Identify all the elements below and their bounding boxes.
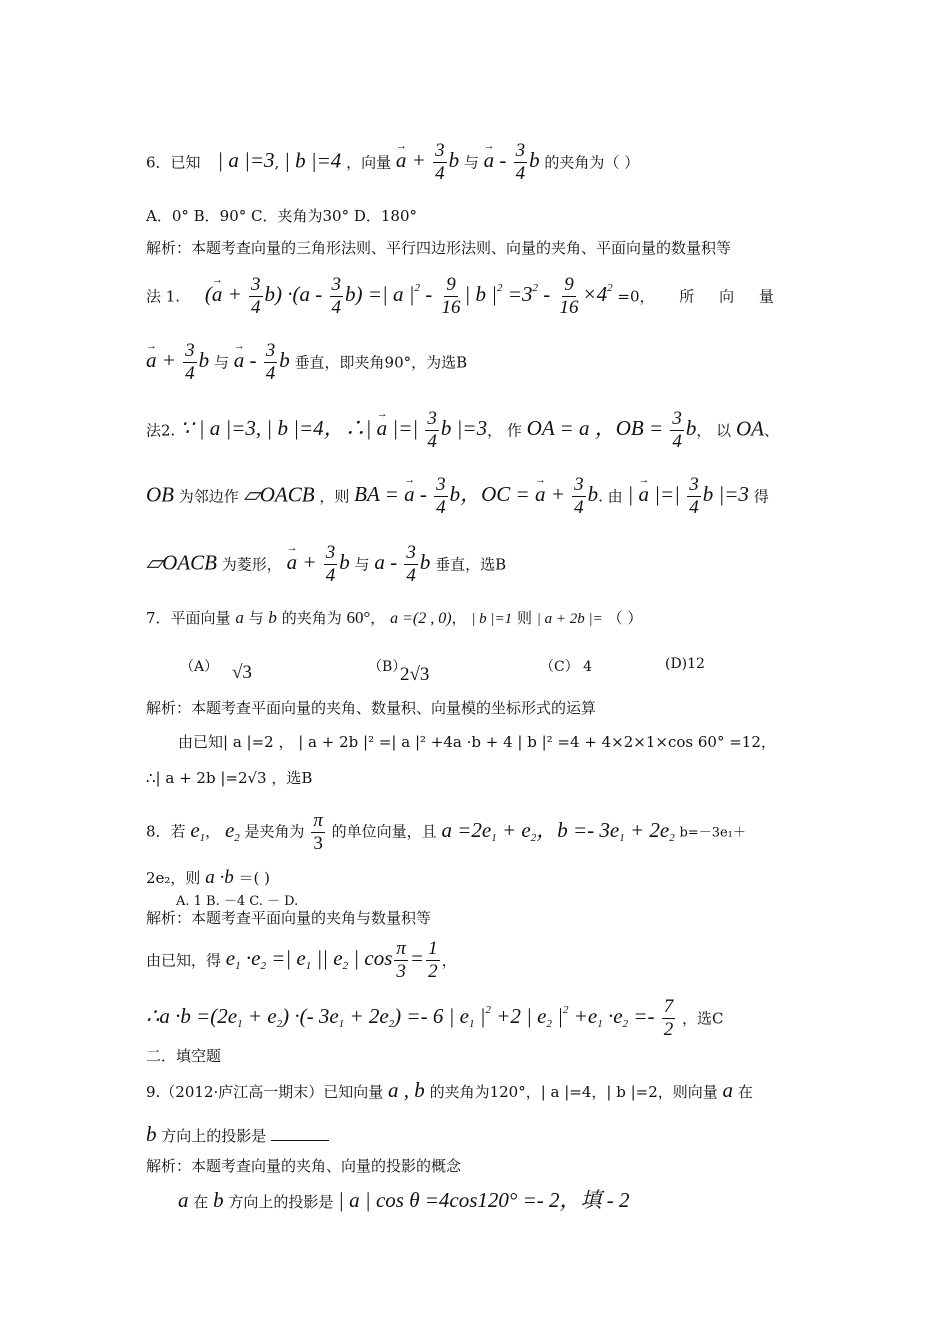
q7-opt-b: 2√3	[400, 664, 430, 685]
q8-analysis-text: 解析：本题考查平面向量的夹角与数量积等	[146, 909, 432, 927]
q7-result-text: ∴| a + 2b |=2√3 ，选B	[146, 769, 313, 787]
q8-analysis	[146, 908, 816, 928]
q8-line2-text: 2e₂，则	[146, 869, 201, 887]
q7-ask: | a + 2b |=	[536, 611, 603, 627]
q9-analysis-text: 解析：本题考查向量的夹角、向量的投影的概念	[146, 1157, 462, 1175]
section-title: 二．填空题	[146, 1047, 222, 1065]
q8-known-text: 由已知，得	[146, 951, 222, 970]
q6-m2-ob: OB	[146, 482, 174, 507]
q9-ans-text: 方向上的投影是	[228, 1193, 334, 1211]
q6-m2-label: 法2.	[146, 421, 176, 440]
q8-mid: 是夹角为	[244, 822, 305, 841]
q6-prefix: 6．已知	[146, 153, 201, 172]
q6-m1-and: 与	[213, 353, 229, 372]
q6-m2-expr: ∵ | a |=3, | b |=4，∴| → a |=| $\frac{3}{4}$ b |=3	[180, 416, 487, 440]
q9-b: b	[146, 1122, 157, 1146]
q6-m2-text5: 由	[607, 487, 623, 506]
q7-opt-c: （C） 4	[540, 659, 593, 675]
q8-pi3: $\frac{\pi}{3}$	[313, 810, 323, 854]
q7-prefix: 7．平面向量	[146, 609, 231, 627]
q6-m2-text1: 作	[506, 421, 522, 440]
q8-stem: 8．若 $e_1$， $e_2$ 是夹角为 $\frac{\pi}{3}$ 的单位向量，且 $a =2e_1 + e_2$，$b =- 3e_1 + 2e_2$ b=－3e₁＋	[146, 810, 746, 854]
q7-analysis	[146, 698, 816, 718]
q8-calc-end: ，选C	[682, 1009, 724, 1028]
q6-m1-result: =0， 所 向 量	[617, 287, 774, 306]
q9-in: 在	[737, 1083, 753, 1101]
section-fill-blank	[146, 1046, 816, 1066]
q7-b: b	[268, 608, 277, 627]
q7-cond-a: a =(2 , 0)	[390, 610, 452, 627]
q8-e2: $e_2$	[224, 817, 240, 844]
q6-m1-expr: (→ a + $\frac{3}{4}$ b) ·(a - $\frac{3}{4}$ b) =| a $|^2$ - $\frac{9}{16}$ | b $|^2 =3^2$ - $\frac{9}{16}$ $\times 4^2$	[205, 282, 613, 306]
q9-ans-expr: | a | cos θ =4cos120° =- 2，填 - 2	[338, 1188, 630, 1212]
q7-opt-a-label: （A）	[180, 659, 219, 675]
q6-cond-b: | b |=4	[284, 148, 342, 173]
q8-e1: $e_1$	[190, 817, 206, 844]
q8-prefix: 8．若	[146, 822, 186, 841]
q6-mid: ，向量	[346, 153, 392, 172]
q8-line2	[146, 868, 816, 888]
q6-options	[146, 206, 816, 226]
q9-a: a	[722, 1078, 734, 1102]
q8-calc-expr: ∴a $\cdot b =(2e_1 + e_2)$ ·(- $3e_1 + 2e_2) =- 6$ | $e_1$ $|^2 +2$ | $e_2$ $|^2 +e_1 \cdot e_2$ =- $\frac{7}{2}$	[146, 996, 674, 1040]
q6-m2-and: 与	[354, 555, 370, 574]
q7-calc-text: 由已知| a |=2 ， | a + 2b |² =| a |² +4a ·b + 4 | b |² =4 + 4×2×1×cos 60° =12，	[178, 733, 776, 751]
q6-m1-vecs: → a + $\frac{3}{4}$ b	[146, 348, 209, 372]
q6-analysis-title: 解析：本题考查向量的三角形法则、平行四边形法则、向量的夹角、平面向量的数量积等	[146, 239, 732, 257]
q6-m1-conclusion: 垂直，即夹角90°，为选B	[294, 353, 468, 372]
q8-known: 由已知，得 $e_1 \cdot e_2$ =| $e_1$ || $e_2$ | cos $\frac{\pi}{3}$ = $\frac{1}{2}$ ，	[146, 938, 457, 982]
q6-m2-eq: | → a |=| $\frac{3}{4}$ b |=3	[627, 482, 748, 506]
q7-opt-b-label: （B）	[368, 659, 407, 675]
q6-suffix: 的夹角为（ ）	[544, 153, 640, 172]
q6-m2-oa: OA = a ，OB = $\frac{3}{4}$ b	[526, 408, 697, 452]
q7-angle: 60°	[346, 608, 371, 627]
q8-mid2: 的单位向量，且	[331, 822, 437, 841]
q6-m2-para: ▱OACB	[243, 482, 315, 507]
q8-line2-end: ＝( )	[238, 869, 270, 887]
q7-analysis-text: 解析：本题考查平面向量的夹角、数量积、向量模的坐标形式的运算	[146, 699, 597, 717]
q7-result	[146, 768, 816, 788]
q6-m2-oa2: OA	[735, 416, 764, 441]
q6-options-text: A．0° B．90° C．夹角为30° D．180°	[146, 207, 418, 225]
q6-m2-text7: 为菱形，	[221, 555, 282, 574]
q9-analysis	[146, 1156, 816, 1176]
q7-then: 则	[516, 609, 532, 627]
q8-options-text: A. 1 B. －4 C. － D.	[176, 894, 299, 909]
q9-ans-a: a	[178, 1188, 189, 1212]
q6-vec-expr2: → a - $\frac{3}{4}$ b	[484, 148, 540, 172]
q6-m2-ba: BA = → a - $\frac{3}{4}$ b，OC = → a + $\frac{3}{4}$ b	[354, 482, 598, 506]
q9-answer-blank[interactable]	[271, 1126, 329, 1141]
q8-a-def: $a =2e_1 + e_2$，$b =- 3e_1 + 2e_2$	[441, 817, 675, 844]
q7-opt-a: √3	[232, 662, 252, 683]
q8-ab: a ·b	[205, 867, 234, 888]
q9-prefix: 9.（2012·庐江高一期末）已知向量	[146, 1083, 384, 1101]
q9-answer	[178, 1190, 818, 1212]
q6-method2-line2: OB 为邻边作 ▱OACB ，则 BA = → a - $\frac{3}{4}$ b，OC = → a + $\frac{3}{4}$ b. 由 | → a |=| $\frac{3}{4}$ b |=3 得	[146, 474, 816, 524]
q9-line2-text: 方向上的投影是	[161, 1127, 267, 1145]
q6-m2-conclusion: 垂直，选B	[435, 555, 507, 574]
q6-m2-text4: ，则	[319, 487, 350, 506]
q7-stem: 7．平面向量 a 与 b 的夹角为 60°， a =(2 , 0)， | b |=1 则 | a + 2b |= （ ）	[146, 608, 643, 627]
q6-m1-label: 法 1.	[146, 287, 181, 306]
q7-blank: （ ）	[607, 609, 643, 627]
q8-calc	[146, 996, 816, 1046]
q6-method1-line2	[146, 340, 816, 390]
q7-and: 与	[248, 609, 264, 627]
q6-m2-vecs: → a + $\frac{3}{4}$ b	[287, 550, 350, 574]
q6-method2: 法2. ∵ | a |=3, | b |=4，∴| → a |=| $\frac{3}{4}$ b |=3， 作 OA = a ，OB = $\frac{3}{4}$ b， 以 OA、	[146, 408, 816, 458]
q6-cond-a: | a |=3	[217, 148, 275, 173]
q9-ans-b: b	[213, 1188, 224, 1212]
q6-method1	[146, 274, 816, 324]
q6-method2-line3	[146, 542, 816, 592]
q7-opt-d: (D)12	[665, 656, 705, 672]
q7-angle-text: 的夹角为	[281, 609, 342, 627]
q9-mid: 的夹角为120°，| a |=4，| b |=2，则向量	[429, 1083, 718, 1101]
q9-ans-in: 在	[193, 1193, 209, 1211]
q6-m1-vecs2: → a - $\frac{3}{4}$ b	[234, 348, 290, 372]
q6-stem: 6．已知 | a |=3, | b |=4 ，向量 → a + $\frac{3}{4}$ b 与 → a - $\frac{3}{4}$ b 的夹角为（ ）	[146, 140, 816, 190]
q9-stem	[146, 1080, 816, 1110]
q7-cond-b: | b |=1	[471, 611, 513, 627]
q6-vec-expr1: → a + $\frac{3}{4}$ b	[396, 148, 459, 172]
q6-analysis	[146, 238, 816, 258]
q9-line2	[146, 1124, 816, 1146]
q6-and: 与	[463, 153, 479, 172]
q8-stem-end: b=－3e₁＋	[679, 825, 746, 841]
q9-ab: a , b	[388, 1078, 425, 1102]
q6-m2-text2: 以	[716, 421, 732, 440]
q6-m2-text6: 得	[753, 487, 769, 506]
q6-m2-vecs2: a - $\frac{3}{4}$ b	[374, 542, 431, 586]
q6-m2-rhombus: ▱OACB	[146, 550, 217, 575]
q8-known-expr: $e_1 \cdot e_2$ =| $e_1$ || $e_2$ | cos $\frac{\pi}{3}$ = $\frac{1}{2}$	[225, 938, 438, 982]
q7-calc	[178, 732, 818, 752]
q7-a: a	[235, 608, 244, 627]
q6-m2-text3: 为邻边作	[178, 487, 239, 506]
